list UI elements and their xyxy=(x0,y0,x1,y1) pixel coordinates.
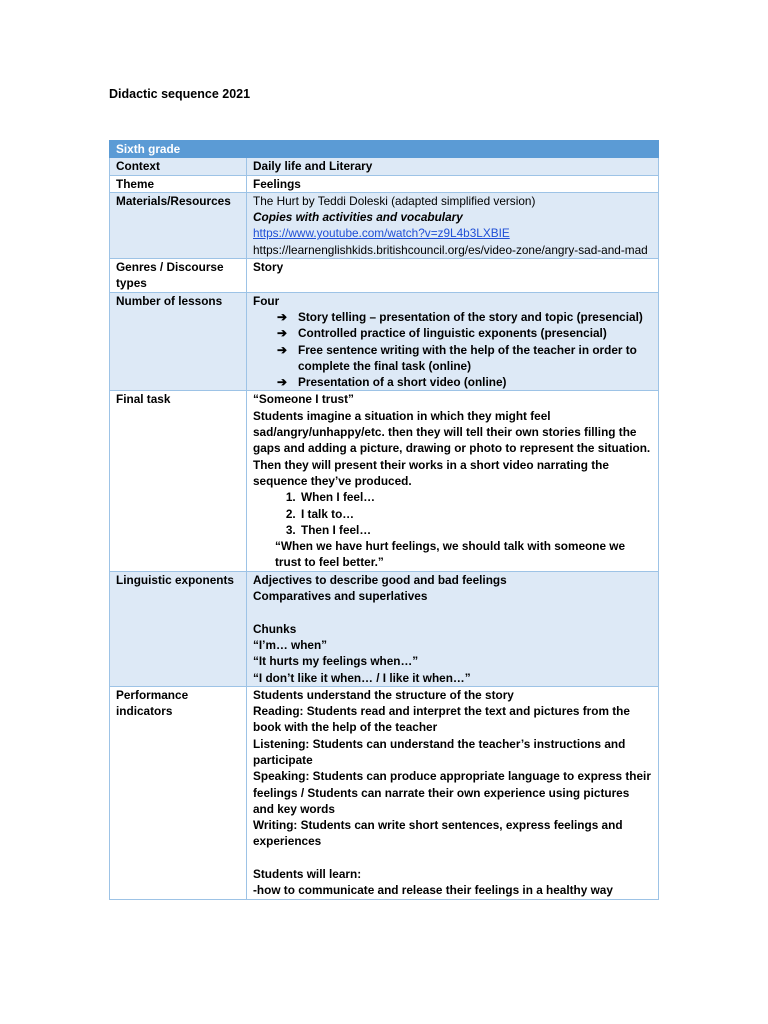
youtube-link[interactable]: https://www.youtube.com/watch?v=z9L4b3LXBIE xyxy=(253,226,510,241)
final-task-row xyxy=(110,391,659,571)
lessons-list xyxy=(253,309,652,390)
final-task-steps xyxy=(253,489,652,538)
materials-label: Materials/Resources xyxy=(110,192,247,258)
linguistic-line: Comparatives and superlatives xyxy=(253,589,428,604)
arrow-right-icon: ➔ xyxy=(277,342,287,357)
performance-cell xyxy=(247,686,659,899)
skill-reading: Reading: Students read and interpret the text and pictures from the book with the help of the teacher xyxy=(253,704,630,735)
linguistic-row xyxy=(110,571,659,686)
skill-speaking: Speaking: Students can produce appropriate language to express their feelings / Students can narrate their own experience using pictures and key words xyxy=(253,769,651,816)
context-value: Daily life and Literary xyxy=(247,158,659,175)
materials-copies: Copies with activities and vocabulary xyxy=(253,210,463,225)
genres-label: Genres / Discourse types xyxy=(110,259,247,293)
lessons-row xyxy=(110,292,659,391)
final-task-cell xyxy=(247,391,659,571)
arrow-right-icon: ➔ xyxy=(277,326,287,341)
performance-label: Performance indicators xyxy=(110,686,247,899)
final-task-title: “Someone I trust” xyxy=(253,392,354,407)
genres-row xyxy=(110,259,659,293)
context-row xyxy=(110,158,659,175)
final-task-label: Final task xyxy=(110,391,247,571)
context-label: Context xyxy=(110,158,247,175)
list-item: ➔ Controlled practice of linguistic exponents (presencial) xyxy=(277,326,607,341)
spacer xyxy=(253,850,652,866)
didactic-sequence-table xyxy=(109,140,659,900)
chunk-item: “I don’t like it when… / I like it when…” xyxy=(253,670,471,685)
spacer xyxy=(253,604,652,620)
linguistic-cell xyxy=(247,571,659,686)
list-item: ➔ Presentation of a short video (online) xyxy=(277,375,507,390)
learn-item: -how to communicate and release their feelings in a healthy way xyxy=(253,883,613,898)
list-item: 3. Then I feel… xyxy=(299,522,652,538)
table-header-row xyxy=(110,141,659,158)
list-item: ➔ Free sentence writing with the help of the teacher in order to complete the final task (online) xyxy=(277,342,637,373)
performance-intro: Students understand the structure of the story xyxy=(253,687,514,702)
final-task-quote: “When we have hurt feelings, we should talk with someone we trust to feel better.” xyxy=(275,539,626,570)
lessons-count: Four xyxy=(253,293,280,308)
theme-row xyxy=(110,175,659,192)
lessons-cell xyxy=(247,292,659,391)
skill-listening: Listening: Students can understand the teacher’s instructions and participate xyxy=(253,736,626,767)
theme-label: Theme xyxy=(110,175,247,192)
chunk-item: “It hurts my feelings when…” xyxy=(253,654,419,669)
linguistic-line: Adjectives to describe good and bad feelings xyxy=(253,572,507,587)
materials-british-council-url: https://learnenglishkids.britishcouncil.org/es/video-zone/angry-sad-and-mad xyxy=(253,242,648,257)
materials-book: The Hurt by Teddi Doleski (adapted simplified version) xyxy=(253,193,536,208)
grade-header: Sixth grade xyxy=(110,141,659,158)
materials-youtube-link[interactable] xyxy=(253,225,652,241)
materials-cell xyxy=(247,192,659,258)
chunks-title: Chunks xyxy=(253,621,297,636)
list-item: ➔ Story telling – presentation of the story and topic (presencial) xyxy=(277,309,643,324)
performance-row xyxy=(110,686,659,899)
skill-writing: Writing: Students can write short sentences, express feelings and experiences xyxy=(253,818,623,849)
document-title: Didactic sequence 2021 xyxy=(109,87,251,101)
final-task-description: Students imagine a situation in which they might feel sad/angry/unhappy/etc. then they will tell their own stories filling the gaps and adding a picture, drawing or photo to represent the situation. Then they will present their works in a short video narrating the sequence they’ve produced. xyxy=(253,408,651,488)
chunk-item: “I’m… when” xyxy=(253,637,328,652)
materials-row xyxy=(110,192,659,258)
linguistic-label: Linguistic exponents xyxy=(110,571,247,686)
theme-value: Feelings xyxy=(247,175,659,192)
list-item: 2. I talk to… xyxy=(299,506,652,522)
lessons-label: Number of lessons xyxy=(110,292,247,391)
arrow-right-icon: ➔ xyxy=(277,375,287,390)
genres-value: Story xyxy=(247,259,659,293)
list-item: 1. When I feel… xyxy=(299,489,652,505)
arrow-right-icon: ➔ xyxy=(277,309,287,324)
learn-title: Students will learn: xyxy=(253,867,362,882)
